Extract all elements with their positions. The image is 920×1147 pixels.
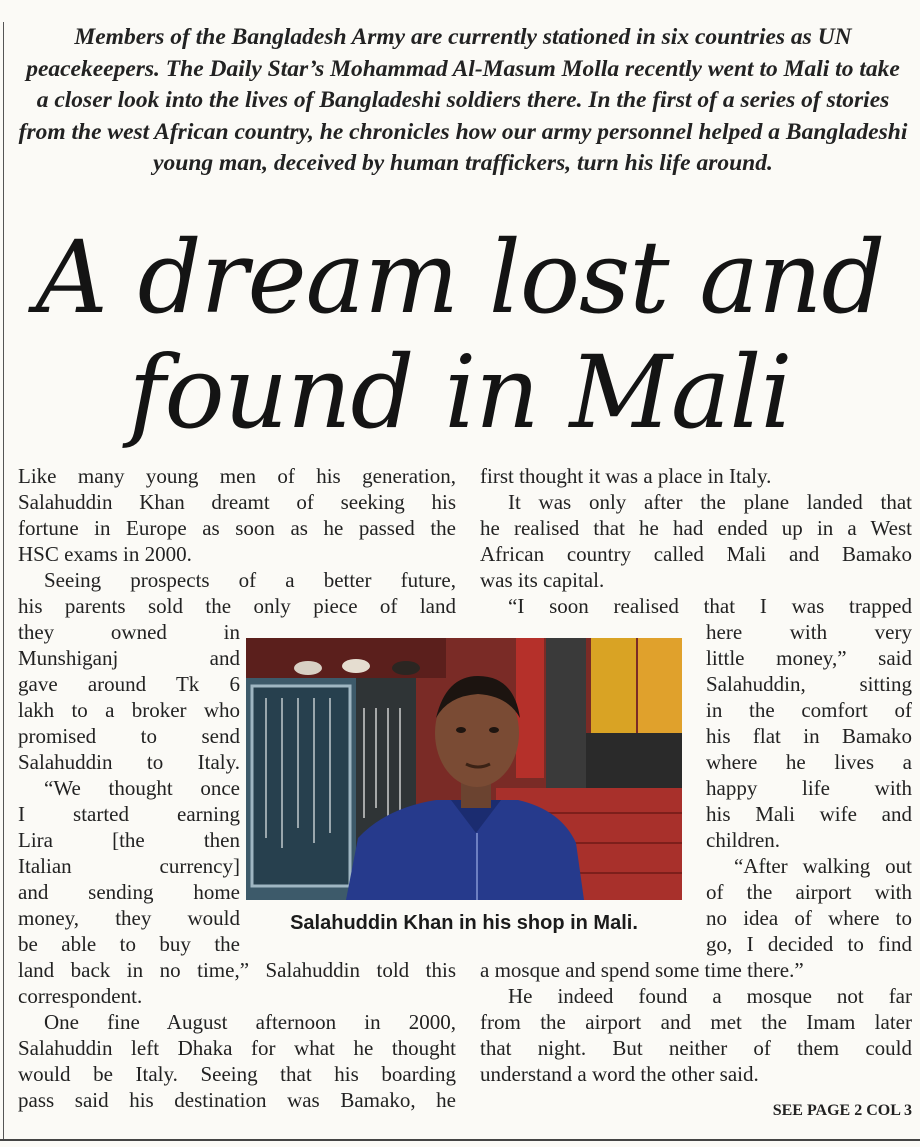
body-line: and sending home bbox=[18, 880, 240, 904]
body-line: he realised that he had ended up in a West bbox=[480, 516, 912, 540]
body-line: land back in no time,” Salahuddin told this bbox=[18, 958, 456, 982]
body-line: no idea of where to bbox=[706, 906, 912, 930]
body-line: his flat in Bamako bbox=[706, 724, 912, 748]
body-line: Salahuddin left Dhaka for what he thought bbox=[18, 1036, 456, 1060]
body-line: African country called Mali and Bamako bbox=[480, 542, 912, 566]
body-line: money, they would bbox=[18, 906, 240, 930]
body-line: his parents sold the only piece of land bbox=[18, 594, 456, 618]
shop-photo-illustration bbox=[246, 638, 682, 900]
body-line: correspondent. bbox=[18, 984, 143, 1008]
body-line: that night. But neither of them could bbox=[480, 1036, 912, 1060]
body-line: they owned in bbox=[18, 620, 240, 644]
body-line: fortune in Europe as soon as he passed the bbox=[18, 516, 456, 540]
body-line: from the airport and met the Imam later bbox=[480, 1010, 912, 1034]
intro-standfirst: Members of the Bangladesh Army are currently stationed in six countries as UN peacekeepers. The Daily Star’s Mohammad Al-Masum Molla recently went to Mali to take a closer look into the lives of Bangladeshi soldiers there. In the first of a series of stories from the west African country, he chronicles how our army personnel helped a Bangladeshi young man, deceived by human traffickers, turn his life around. bbox=[18, 24, 908, 176]
body-line: Seeing prospects of a better future, bbox=[44, 568, 456, 592]
body-line: be able to buy the bbox=[18, 932, 240, 956]
photo-salahuddin-khan bbox=[246, 638, 682, 900]
body-line: promised to send bbox=[18, 724, 240, 748]
body-line: “We thought once bbox=[44, 776, 240, 800]
body-line: “After walking out bbox=[734, 854, 912, 878]
body-line: Like many young men of his generation, bbox=[18, 464, 456, 488]
body-line: One fine August afternoon in 2000, bbox=[44, 1010, 456, 1034]
body-line: Salahuddin, sitting bbox=[706, 672, 912, 696]
bottom-rule bbox=[0, 1139, 920, 1141]
body-line: Lira [the then bbox=[18, 828, 240, 852]
continuation-note: SEE PAGE 2 COL 3 bbox=[772, 1102, 912, 1119]
body-line: I started earning bbox=[18, 802, 240, 826]
body-line: would be Italy. Seeing that his boarding bbox=[18, 1062, 456, 1086]
photo-caption: Salahuddin Khan in his shop in Mali. bbox=[290, 912, 638, 934]
body-line: happy life with bbox=[706, 776, 912, 800]
headline bbox=[0, 220, 920, 450]
body-line: Salahuddin to Italy. bbox=[18, 750, 240, 774]
body-line: where he lives a bbox=[706, 750, 912, 774]
headline-line-1: A dream lost and bbox=[35, 219, 885, 336]
body-line: He indeed found a mosque not far bbox=[508, 984, 912, 1008]
body-line: go, I decided to find bbox=[706, 932, 912, 956]
column-rule bbox=[3, 22, 4, 1140]
body-line: Salahuddin Khan dreamt of seeking his bbox=[18, 490, 456, 514]
body-line: “I soon realised that I was trapped bbox=[508, 594, 912, 618]
body-line: was its capital. bbox=[480, 568, 605, 592]
body-line: Italian currency] bbox=[18, 854, 240, 878]
body-line: a mosque and spend some time there.” bbox=[480, 958, 804, 982]
body-line: in the comfort of bbox=[706, 698, 912, 722]
body-line: gave around Tk 6 bbox=[18, 672, 240, 696]
body-line: little money,” said bbox=[706, 646, 912, 670]
body-line: Munshiganj and bbox=[18, 646, 240, 670]
body-line: of the airport with bbox=[706, 880, 912, 904]
body-line: lakh to a broker who bbox=[18, 698, 240, 722]
body-line: first thought it was a place in Italy. bbox=[480, 464, 772, 488]
body-line: It was only after the plane landed that bbox=[508, 490, 912, 514]
body-line: understand a word the other said. bbox=[480, 1062, 759, 1086]
body-line: his Mali wife and bbox=[706, 802, 912, 826]
headline-line-2: found in Mali bbox=[128, 334, 792, 451]
body-line: here with very bbox=[706, 620, 912, 644]
body-line: pass said his destination was Bamako, he bbox=[18, 1088, 456, 1112]
body-line: HSC exams in 2000. bbox=[18, 542, 192, 566]
body-line: children. bbox=[706, 828, 781, 852]
